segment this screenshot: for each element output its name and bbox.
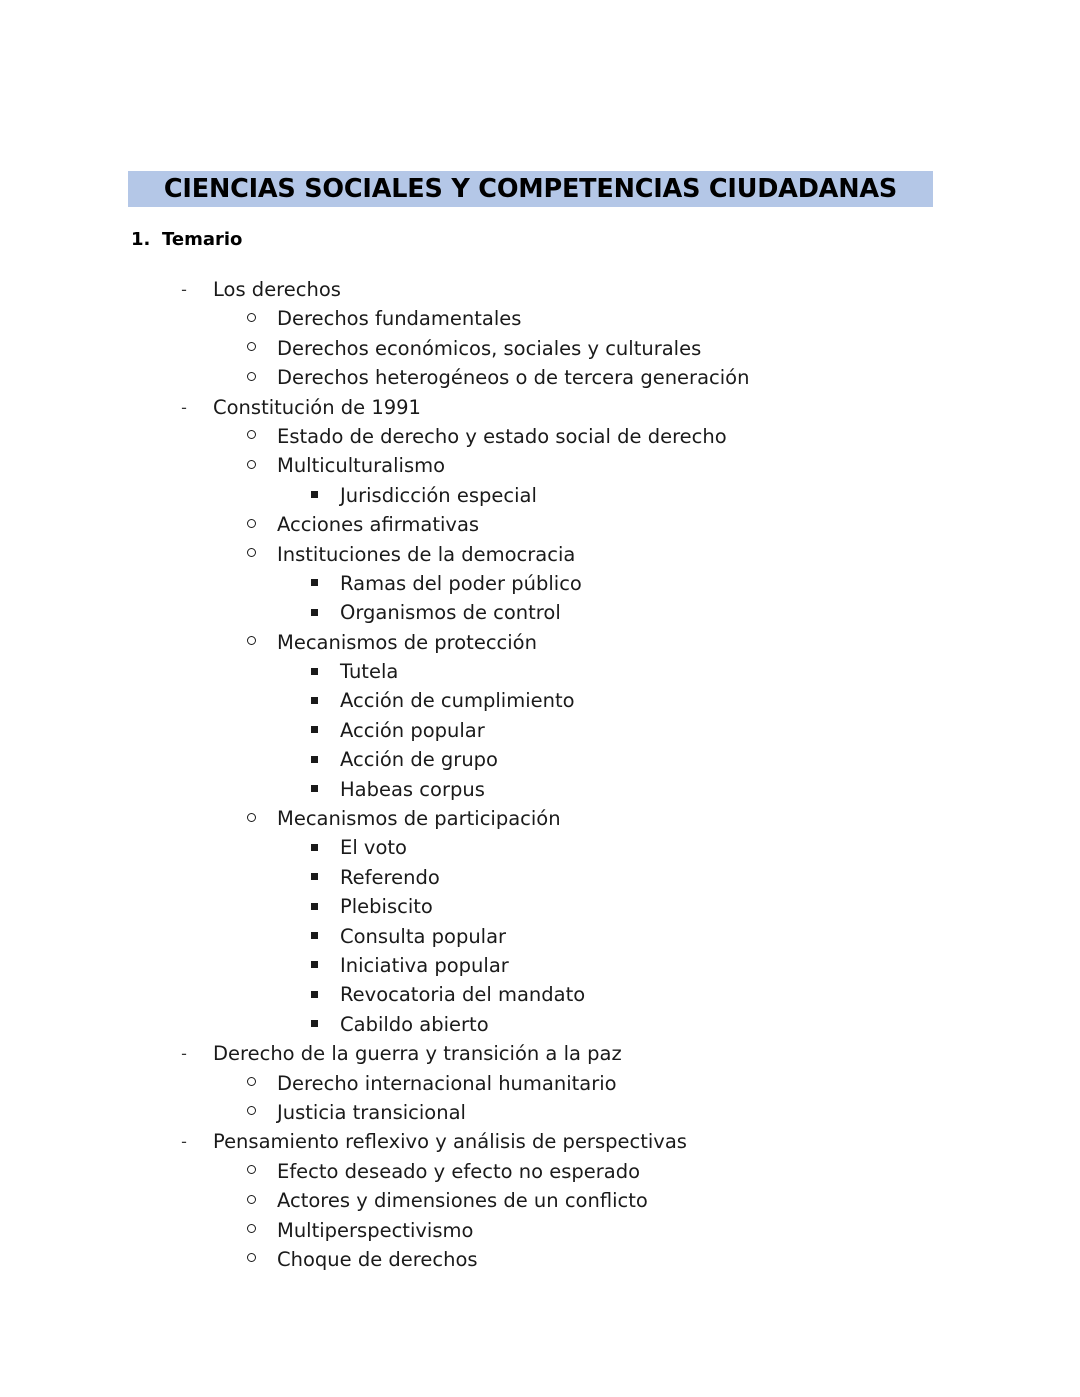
outline-item-label: Mecanismos de participación [277,807,561,831]
outline-item-level-3 [0,1010,1080,1039]
square-bullet-icon [306,686,322,715]
circle-bullet-icon [243,1157,259,1186]
square-bullet-icon [306,1010,322,1039]
outline-item-level-3 [0,951,1080,980]
dash-icon: - [181,1132,187,1152]
title-band [128,171,933,207]
outline-item-label: Derecho internacional humanitario [277,1071,617,1095]
outline-item-label: Ramas del poder público [340,571,582,595]
square-bullet-icon [306,775,322,804]
outline-item-label: Revocatoria del mandato [340,983,586,1007]
outline-item-level-3 [0,775,1080,804]
section-number: 1. [131,229,151,250]
outline-item-level-2 [0,1245,1080,1274]
circle-bullet-icon [243,1069,259,1098]
square-bullet-icon [306,657,322,686]
outline-item-label: Multiculturalismo [277,454,446,478]
circle-bullet-icon [243,334,259,363]
outline-item-label: El voto [340,836,407,860]
square-bullet-icon [306,745,322,774]
outline-item-level-2 [0,804,1080,833]
outline-item-label: Actores y dimensiones de un conflicto [277,1189,648,1213]
dash-icon: - [181,1044,187,1064]
outline-item-level-2 [0,1216,1080,1245]
circle-bullet-icon [243,540,259,569]
outline-item-level-1 [0,275,1080,304]
circle-bullet-icon [243,422,259,451]
outline-item-level-3 [0,922,1080,951]
section-heading [131,229,242,250]
outline-item-label: Tutela [340,660,399,684]
topic-outline [0,275,1080,1274]
outline-item-level-3 [0,716,1080,745]
outline-item-label: Derechos económicos, sociales y culturales [277,336,702,360]
square-bullet-icon [306,716,322,745]
outline-item-level-2 [0,304,1080,333]
outline-item-label: Los derechos [213,278,341,301]
outline-item-label: Organismos de control [340,601,561,625]
square-bullet-icon [306,833,322,862]
square-bullet-icon [306,863,322,892]
dash-icon: - [181,397,187,417]
outline-item-label: Consulta popular [340,924,507,948]
outline-item-level-2 [0,1098,1080,1127]
circle-bullet-icon [243,1098,259,1127]
outline-item-label: Pensamiento reflexivo y análisis de perspectivas [213,1130,687,1154]
outline-item-level-3 [0,598,1080,627]
outline-item-level-3 [0,686,1080,715]
circle-bullet-icon [243,628,259,657]
outline-item-level-2 [0,1186,1080,1215]
square-bullet-icon [306,598,322,627]
outline-item-level-1 [0,393,1080,422]
circle-bullet-icon [243,1186,259,1215]
outline-item-label: Plebiscito [340,895,433,919]
outline-item-label: Habeas corpus [340,777,485,801]
square-bullet-icon [306,980,322,1009]
outline-item-label: Acción popular [340,718,485,742]
outline-item-label: Cabildo abierto [340,1012,489,1036]
outline-item-label: Mecanismos de protección [277,630,537,654]
outline-item-label: Acción de grupo [340,748,498,772]
outline-item-label: Multiperspectivismo [277,1218,474,1242]
outline-item-level-3 [0,833,1080,862]
outline-item-level-3 [0,481,1080,510]
circle-bullet-icon [243,1245,259,1274]
outline-item-level-2 [0,334,1080,363]
outline-item-label: Derechos fundamentales [277,307,522,331]
dash-icon: - [181,280,187,299]
outline-item-label: Choque de derechos [277,1247,478,1271]
outline-item-label: Derecho de la guerra y transición a la paz [213,1042,622,1066]
outline-item-label: Acción de cumplimiento [340,689,575,713]
document-title: CIENCIAS SOCIALES Y COMPETENCIAS CIUDADANAS [163,174,898,204]
square-bullet-icon [306,892,322,921]
outline-item-label: Referendo [340,865,440,889]
circle-bullet-icon [243,510,259,539]
outline-item-level-2 [0,451,1080,480]
outline-item-level-3 [0,745,1080,774]
outline-item-label: Estado de derecho y estado social de derecho [277,424,727,448]
outline-item-label: Jurisdicción especial [340,483,537,507]
circle-bullet-icon [243,451,259,480]
outline-item-level-1 [0,1039,1080,1068]
outline-item-level-2 [0,510,1080,539]
circle-bullet-icon [243,304,259,333]
outline-item-label: Acciones afirmativas [277,513,480,537]
section-title: Temario [162,229,243,250]
outline-item-level-3 [0,863,1080,892]
outline-item-level-2 [0,628,1080,657]
circle-bullet-icon [243,363,259,392]
circle-bullet-icon [243,1216,259,1245]
outline-item-label: Constitución de 1991 [213,395,421,419]
outline-item-level-1 [0,1127,1080,1156]
outline-item-level-3 [0,980,1080,1009]
outline-item-level-2 [0,540,1080,569]
outline-item-level-2 [0,1157,1080,1186]
square-bullet-icon [306,569,322,598]
square-bullet-icon [306,951,322,980]
outline-item-label: Instituciones de la democracia [277,542,576,566]
circle-bullet-icon [243,804,259,833]
square-bullet-icon [306,481,322,510]
outline-item-level-2 [0,363,1080,392]
square-bullet-icon [306,922,322,951]
outline-item-level-3 [0,892,1080,921]
outline-item-label: Derechos heterogéneos o de tercera generación [277,366,750,390]
outline-item-level-3 [0,657,1080,686]
outline-item-level-2 [0,1069,1080,1098]
outline-item-level-3 [0,569,1080,598]
outline-item-level-2 [0,422,1080,451]
outline-item-label: Justicia transicional [277,1100,466,1124]
outline-item-label: Iniciativa popular [340,953,509,977]
outline-item-label: Efecto deseado y efecto no esperado [277,1159,641,1183]
